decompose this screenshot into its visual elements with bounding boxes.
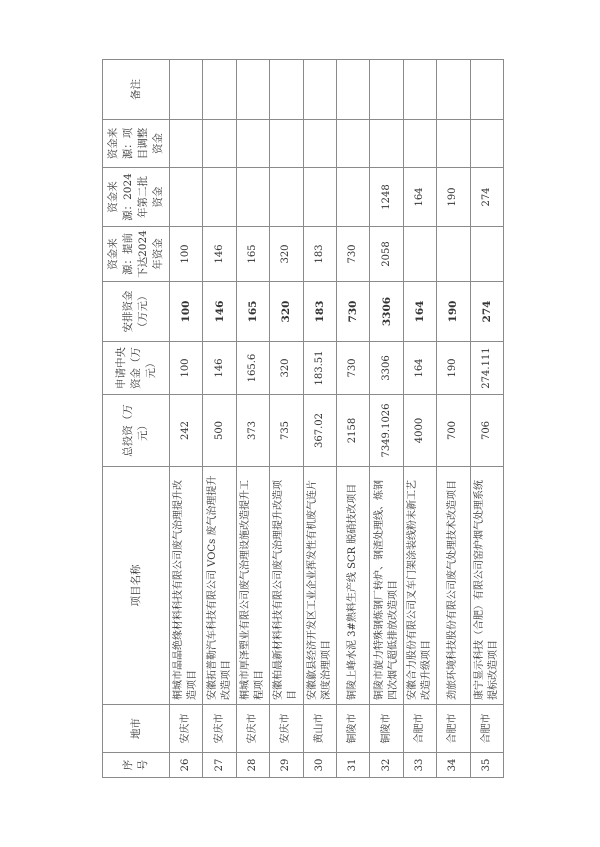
cell-total-investment: 367.02 <box>303 395 336 467</box>
table-row <box>236 60 269 778</box>
cell-allocated-funds: 190 <box>437 282 470 342</box>
cell-project-name: 铜陵市旋力特殊钢炼钢厂转炉、钢渣处理线、炼钢四次烟气超低排放改造项目 <box>370 467 403 705</box>
cell-allocated-funds: 274 <box>470 282 503 342</box>
cell-batch2-funds: 190 <box>437 168 470 227</box>
cell-project-name: 康宁显示科技（合肥）有限公司窑炉烟气处理系统提标改造项目 <box>470 467 503 705</box>
header-apply-funds: 申请中央资金（万元） <box>103 342 170 395</box>
rotated-page <box>102 60 502 778</box>
cell-no: 29 <box>270 753 303 778</box>
cell-note <box>236 60 269 120</box>
cell-apply-funds: 183.51 <box>303 342 336 395</box>
cell-no: 33 <box>403 753 436 778</box>
cell-batch2-funds: 274 <box>470 168 503 227</box>
cell-apply-funds: 146 <box>203 342 236 395</box>
cell-apply-funds: 164 <box>403 342 436 395</box>
cell-advance-funds: 100 <box>170 227 203 282</box>
cell-total-investment: 706 <box>470 395 503 467</box>
cell-allocated-funds: 100 <box>170 282 203 342</box>
table-row <box>303 60 336 778</box>
cell-adjust-funds <box>270 120 303 168</box>
cell-note <box>203 60 236 120</box>
header-total-investment: 总投资（万元） <box>103 395 170 467</box>
cell-no: 27 <box>203 753 236 778</box>
cell-adjust-funds <box>403 120 436 168</box>
cell-allocated-funds: 165 <box>236 282 269 342</box>
table-row <box>336 60 369 778</box>
cell-allocated-funds: 164 <box>403 282 436 342</box>
header-note: 备注 <box>103 60 170 120</box>
cell-no: 26 <box>170 753 203 778</box>
cell-project-name: 桐城市晶晶绝缘材料科技有限公司废气治理提升改造项目 <box>170 467 203 705</box>
header-row <box>103 60 170 778</box>
cell-adjust-funds <box>470 120 503 168</box>
header-advance-funds: 资金来源：提前下达2024年资金 <box>103 227 170 282</box>
table-row <box>270 60 303 778</box>
cell-no: 34 <box>437 753 470 778</box>
cell-total-investment: 7349.1026 <box>370 395 403 467</box>
cell-advance-funds <box>403 227 436 282</box>
cell-advance-funds <box>437 227 470 282</box>
table-row <box>203 60 236 778</box>
cell-city: 合肥市 <box>470 705 503 753</box>
cell-total-investment: 500 <box>203 395 236 467</box>
cell-batch2-funds: 1248 <box>370 168 403 227</box>
cell-apply-funds: 274.111 <box>470 342 503 395</box>
cell-total-investment: 4000 <box>403 395 436 467</box>
cell-note <box>303 60 336 120</box>
cell-adjust-funds <box>336 120 369 168</box>
cell-project-name: 铜陵上峰水泥 3#熟料生产线 SCR 脱硝技改项目 <box>336 467 369 705</box>
cell-batch2-funds <box>336 168 369 227</box>
cell-total-investment: 373 <box>236 395 269 467</box>
cell-batch2-funds <box>236 168 269 227</box>
cell-batch2-funds <box>270 168 303 227</box>
cell-allocated-funds: 3306 <box>370 282 403 342</box>
cell-adjust-funds <box>170 120 203 168</box>
header-no: 序号 <box>103 753 170 778</box>
cell-total-investment: 242 <box>170 395 203 467</box>
cell-city: 黄山市 <box>303 705 336 753</box>
cell-project-name: 安徽歙县经济开发区工业企业挥发性有机废气连片深度治理项目 <box>303 467 336 705</box>
cell-advance-funds: 183 <box>303 227 336 282</box>
cell-project-name: 桐城市厚泽塑业有限公司废气治理设施改造提升工程项目 <box>236 467 269 705</box>
cell-project-name: 安徽拓普勒汽车科技有限公司 VOCs 废气治理提升改造项目 <box>203 467 236 705</box>
cell-adjust-funds <box>236 120 269 168</box>
cell-city: 铜陵市 <box>370 705 403 753</box>
cell-note <box>437 60 470 120</box>
cell-batch2-funds: 164 <box>403 168 436 227</box>
cell-batch2-funds <box>203 168 236 227</box>
header-adjust-funds: 资金来源：项目调整资金 <box>103 120 170 168</box>
cell-allocated-funds: 146 <box>203 282 236 342</box>
cell-allocated-funds: 730 <box>336 282 369 342</box>
cell-apply-funds: 730 <box>336 342 369 395</box>
cell-project-name: 劲旅环境科技股份有限公司废气处理技术改造项目 <box>437 467 470 705</box>
table-row <box>370 60 403 778</box>
cell-note <box>336 60 369 120</box>
cell-city: 安庆市 <box>270 705 303 753</box>
cell-advance-funds: 165 <box>236 227 269 282</box>
cell-total-investment: 2158 <box>336 395 369 467</box>
cell-advance-funds: 146 <box>203 227 236 282</box>
table-row <box>437 60 470 778</box>
cell-city: 安庆市 <box>170 705 203 753</box>
cell-note <box>403 60 436 120</box>
cell-apply-funds: 320 <box>270 342 303 395</box>
cell-advance-funds: 320 <box>270 227 303 282</box>
cell-no: 31 <box>336 753 369 778</box>
cell-allocated-funds: 183 <box>303 282 336 342</box>
table-row <box>170 60 203 778</box>
table-row <box>403 60 436 778</box>
funding-table <box>102 59 504 778</box>
cell-note <box>170 60 203 120</box>
cell-total-investment: 700 <box>437 395 470 467</box>
cell-project-name: 安徽柏晨新材料科技有限公司废气治理提升改造项目 <box>270 467 303 705</box>
cell-city: 合肥市 <box>437 705 470 753</box>
cell-note <box>470 60 503 120</box>
cell-adjust-funds <box>303 120 336 168</box>
cell-apply-funds: 3306 <box>370 342 403 395</box>
cell-project-name: 安徽合力股份有限公司叉车门架涂装线粉末新工艺改造升级项目 <box>403 467 436 705</box>
cell-city: 铜陵市 <box>336 705 369 753</box>
cell-city: 合肥市 <box>403 705 436 753</box>
cell-no: 32 <box>370 753 403 778</box>
header-allocated-funds: 安排资金（万元） <box>103 282 170 342</box>
cell-no: 30 <box>303 753 336 778</box>
table-row <box>470 60 503 778</box>
header-batch2-funds: 资金来源：2024年第二批资金 <box>103 168 170 227</box>
cell-batch2-funds <box>303 168 336 227</box>
cell-note <box>270 60 303 120</box>
cell-city: 安庆市 <box>236 705 269 753</box>
cell-apply-funds: 190 <box>437 342 470 395</box>
cell-advance-funds <box>470 227 503 282</box>
cell-apply-funds: 100 <box>170 342 203 395</box>
cell-no: 35 <box>470 753 503 778</box>
cell-total-investment: 735 <box>270 395 303 467</box>
cell-adjust-funds <box>370 120 403 168</box>
header-project-name: 项目名称 <box>103 467 170 705</box>
cell-allocated-funds: 320 <box>270 282 303 342</box>
cell-advance-funds: 2058 <box>370 227 403 282</box>
cell-apply-funds: 165.6 <box>236 342 269 395</box>
cell-city: 安庆市 <box>203 705 236 753</box>
cell-adjust-funds <box>203 120 236 168</box>
cell-batch2-funds <box>170 168 203 227</box>
header-city: 地市 <box>103 705 170 753</box>
cell-advance-funds: 730 <box>336 227 369 282</box>
cell-adjust-funds <box>437 120 470 168</box>
cell-no: 28 <box>236 753 269 778</box>
cell-note <box>370 60 403 120</box>
